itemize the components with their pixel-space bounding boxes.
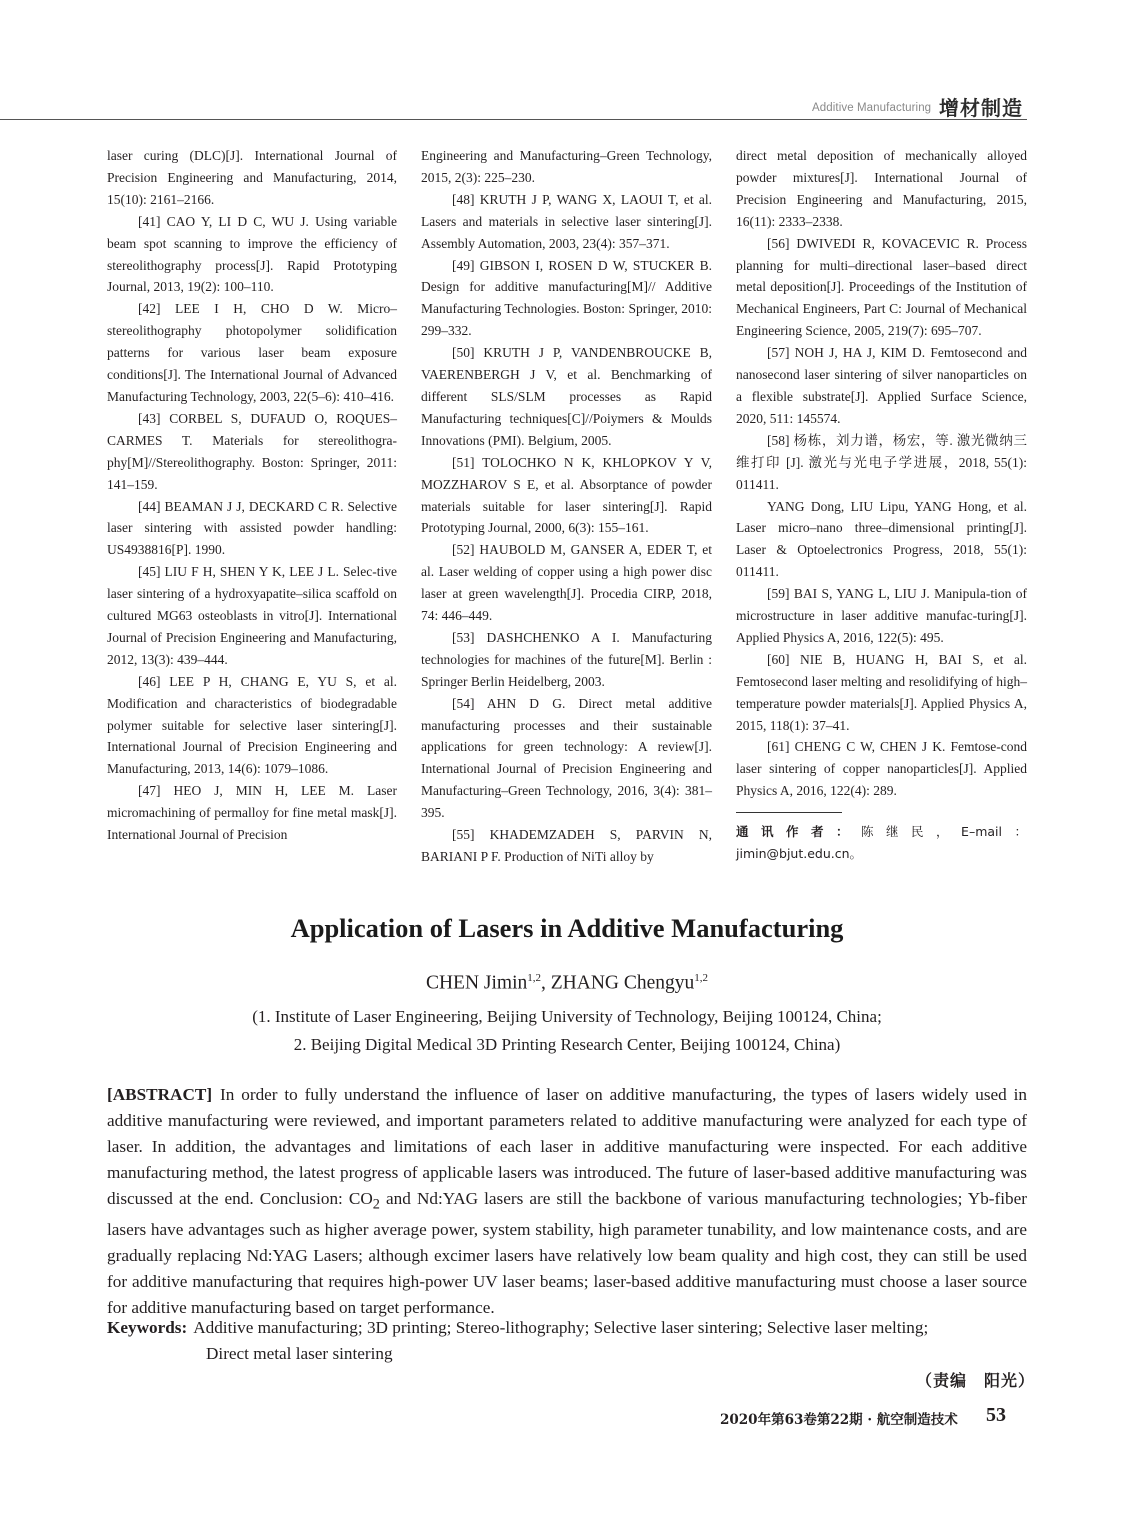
reference-continued: direct metal deposition of mechanically alloyed powder mixtures[J]. International Journal of Precision Engineering and Manufacturing, 2015, 16(11): 2333–2338.: [736, 148, 1027, 229]
reference-52: [52] HAUBOLD M, GANSER A, EDER T, et al. Laser welding of copper using a high power disc laser at green wavelength[J]. Procedia CIRP, 2018, 74: 446–449.: [421, 542, 712, 624]
corresponding-author: [736, 821, 1027, 865]
reference-42: [42] LEE I H, CHO D W. Micro–stereolithography photopolymer solidification patterns for various laser beam exposure conditions[J]. The International Journal of Advanced Manufacturing Technology, 2003, 22(5–6): 410–416.: [107, 301, 397, 404]
corresponding-author-label: 通讯作者：: [736, 824, 862, 840]
reference-48: [48] KRUTH J P, WANG X, LAOUI T, et al. Lasers and materials in selective laser sintering[J]. Assembly Automation, 2003, 23(4): 357–371.: [421, 191, 712, 251]
author-name: CHEN Jimin: [425, 972, 528, 994]
editor-credit: （责编 阳光）: [916, 1371, 1036, 1390]
reference-61: [61] CHENG C W, CHEN J K. Femtose-cond laser sintering of copper nanoparticles[J]. Applied Physics A, 2016, 122(4): 289.: [736, 739, 1027, 799]
reference-59: [59] BAI S, YANG L, LIU J. Manipula-tion of microstructure in laser additive manufac-turing[J]. Applied Physics A, 2016, 122(5): 495.: [736, 586, 1027, 645]
reference-41: [41] CAO Y, LI D C, WU J. Using variable beam spot scanning to improve the efficiency of stereolithography process[J]. Rapid Prototyping Journal, 2013, 19(2): 100–110.: [107, 213, 397, 295]
keywords-line-1: Additive manufacturing; 3D printing; Stereo-lithography; Selective laser sintering; Selective laser melting;: [193, 1318, 929, 1337]
author-line: [0, 972, 1134, 995]
author-affiliation-mark: 1,2: [527, 972, 542, 984]
reference-58: [58] 杨栋，刘力谱，杨宏，等. 激光微纳三维打印 [J]. 激光与光电子学进展，2018, 55(1): 011411.: [736, 432, 1027, 492]
author-separator: ,: [541, 972, 551, 994]
reference-51: [51] TOLOCHKO N K, KHLOPKOV Y V, MOZZHAROV S E, et al. Absorptance of powder materials suitable for laser sintering[J]. Rapid Prototyping Journal, 2000, 6(3): 155–161.: [421, 454, 712, 536]
abstract-text-cont: and Nd:YAG lasers are still the backbone of various manufacturing technologies; Yb-fiber lasers have advantages such as higher average power, system stability, high parameter tunability, and low maintenance costs, and are gradually replacing Nd:YAG Lasers; although excimer lasers have relatively low beam quality and high cost, they can still be used for additive manufacturing that requires high-power UV laser beams; laser-based additive manufacturing must choose a laser source for additive manufacturing based on target performance.: [107, 1189, 1027, 1318]
reference-49: [49] GIBSON I, ROSEN D W, STUCKER B. Design for additive manufacturing[M]// Additive Manufacturing Technologies. Boston: Springer, 2010: 299–332.: [421, 257, 712, 339]
reference-57: [57] NOH J, HA J, KIM D. Femtosecond and nanosecond laser sintering of silver nanoparticles on a flexible substrate[J]. Applied Surface Science, 2020, 511: 145574.: [736, 345, 1027, 426]
keywords-label: Keywords:: [107, 1318, 188, 1337]
abstract-subscript: 2: [372, 1196, 380, 1213]
header-divider: [0, 119, 1027, 120]
keywords: [107, 1315, 1027, 1367]
journal-name-en: Additive Manufacturing: [812, 102, 932, 114]
reference-55: [55] KHADEMZADEH S, PARVIN N, BARIANI P F. Production of NiTi alloy by: [421, 827, 712, 864]
abstract: [107, 1082, 1027, 1321]
reference-46: [46] LEE P H, CHANG E, YU S, et al. Modification and characteristics of biodegradable polymer suitable for selective laser sintering[J]. International Journal of Precision Engineering and Manufacturing, 2013, 14(6): 1079–1086.: [107, 673, 397, 777]
reference-53: [53] DASHCHENKO A I. Manufacturing technologies for machines of the future[M]. Berlin : Springer Berlin Heidelberg, 2003.: [421, 629, 712, 689]
references-column-1: [107, 145, 397, 846]
keywords-line-2: Direct metal laser sintering: [206, 1344, 393, 1363]
references-column-3: [736, 145, 1027, 865]
abstract-label: [ABSTRACT]: [107, 1085, 213, 1104]
affiliation-2: 2. Beijing Digital Medical 3D Printing Research Center, Beijing 100124, China): [293, 1035, 841, 1054]
reference-50: [50] KRUTH J P, VANDENBROUCKE B, VAERENBERGH J V, et al. Benchmarking of different SLS/SLM processes as Rapid Manufacturing techniques[C]//Poiymers & Moulds Innovations (PMI). Belgium, 2005.: [421, 345, 712, 448]
corresponding-author-text: 陈继民，E–mail：jimin@bjut.edu.cn。: [736, 824, 1027, 862]
section-title-zh: 增材制造: [939, 96, 1023, 120]
reference-47: [47] HEO J, MIN H, LEE M. Laser micromachining of permalloy for fine metal mask[J]. International Journal of Precision: [107, 783, 397, 843]
reference-56: [56] DWIVEDI R, KOVACEVIC R. Process planning for multi–directional laser–based direct metal deposition[J]. Proceedings of the Institution of Mechanical Engineers, Part C: Journal of Mechanical Engineering Science, 2005, 219(7): 695–707.: [736, 235, 1027, 339]
author-name: ZHANG Chengyu: [550, 972, 695, 994]
reference-continued: Engineering and Manufacturing–Green Technology, 2015, 2(3): 225–230.: [421, 148, 712, 185]
author-affiliation-mark: 1,2: [694, 972, 709, 984]
paper-title: Application of Lasers in Additive Manufacturing: [290, 913, 844, 943]
journal-issue: 2020年第63卷第22期 · 航空制造技术: [720, 1412, 958, 1428]
reference-60: [60] NIE B, HUANG H, BAI S, et al. Femtosecond laser melting and resolidifying of high–temperature powder materials[J]. Applied Physics A, 2015, 118(1): 37–41.: [736, 651, 1027, 733]
affiliation-1: (1. Institute of Laser Engineering, Beijing University of Technology, Beijing 100124, China;: [252, 1007, 882, 1026]
reference-44: [44] BEAMAN J J, DECKARD C R. Selective laser sintering with assisted powder handling: US4938816[P]. 1990.: [107, 498, 397, 558]
reference-45: [45] LIU F H, SHEN Y K, LEE J L. Selec-tive laser sintering of a hydroxyapatite–silica scaffold on cultured MG63 osteoblasts in vitro[J]. International Journal of Precision Engineering and Manufacturing, 2012, 13(3): 439–444.: [107, 564, 397, 667]
footnote-divider: [736, 812, 842, 813]
reference-continued: laser curing (DLC)[J]. International Journal of Precision Engineering and Manufacturing, 2014, 15(10): 2161–2166.: [107, 148, 397, 207]
reference-58-english: YANG Dong, LIU Lipu, YANG Hong, et al. Laser micro–nano three–dimensional printing[J]. Laser & Optoelectronics Progress, 2018, 55(1): 011411.: [736, 498, 1027, 580]
references-column-2: [421, 145, 712, 868]
page-number: 53: [986, 1404, 1006, 1426]
reference-43: [43] CORBEL S, DUFAUD O, ROQUES–CARMES T. Materials for stereolithogra-phy[M]//Stereolithography. Boston: Springer, 2011: 141–159.: [107, 410, 397, 492]
reference-54: [54] AHN D G. Direct metal additive manufacturing processes and their sustainable applications for green technology: A review[J]. International Journal of Precision Engineering and Manufacturing–Green Technology, 2016, 3(4): 381–395.: [421, 695, 712, 821]
abstract-text: In order to fully understand the influence of laser on additive manufacturing, the types of lasers widely used in additive manufacturing were reviewed, and important parameters related to additive manufacturing were analyzed for each type of laser. In addition, the advantages and limitations of each laser in additive manufacturing were inspected. For each additive manufacturing method, the latest progress of applicable lasers was introduced. The future of laser-based additive manufacturing was discussed at the end. Conclusion: CO: [107, 1085, 1027, 1208]
